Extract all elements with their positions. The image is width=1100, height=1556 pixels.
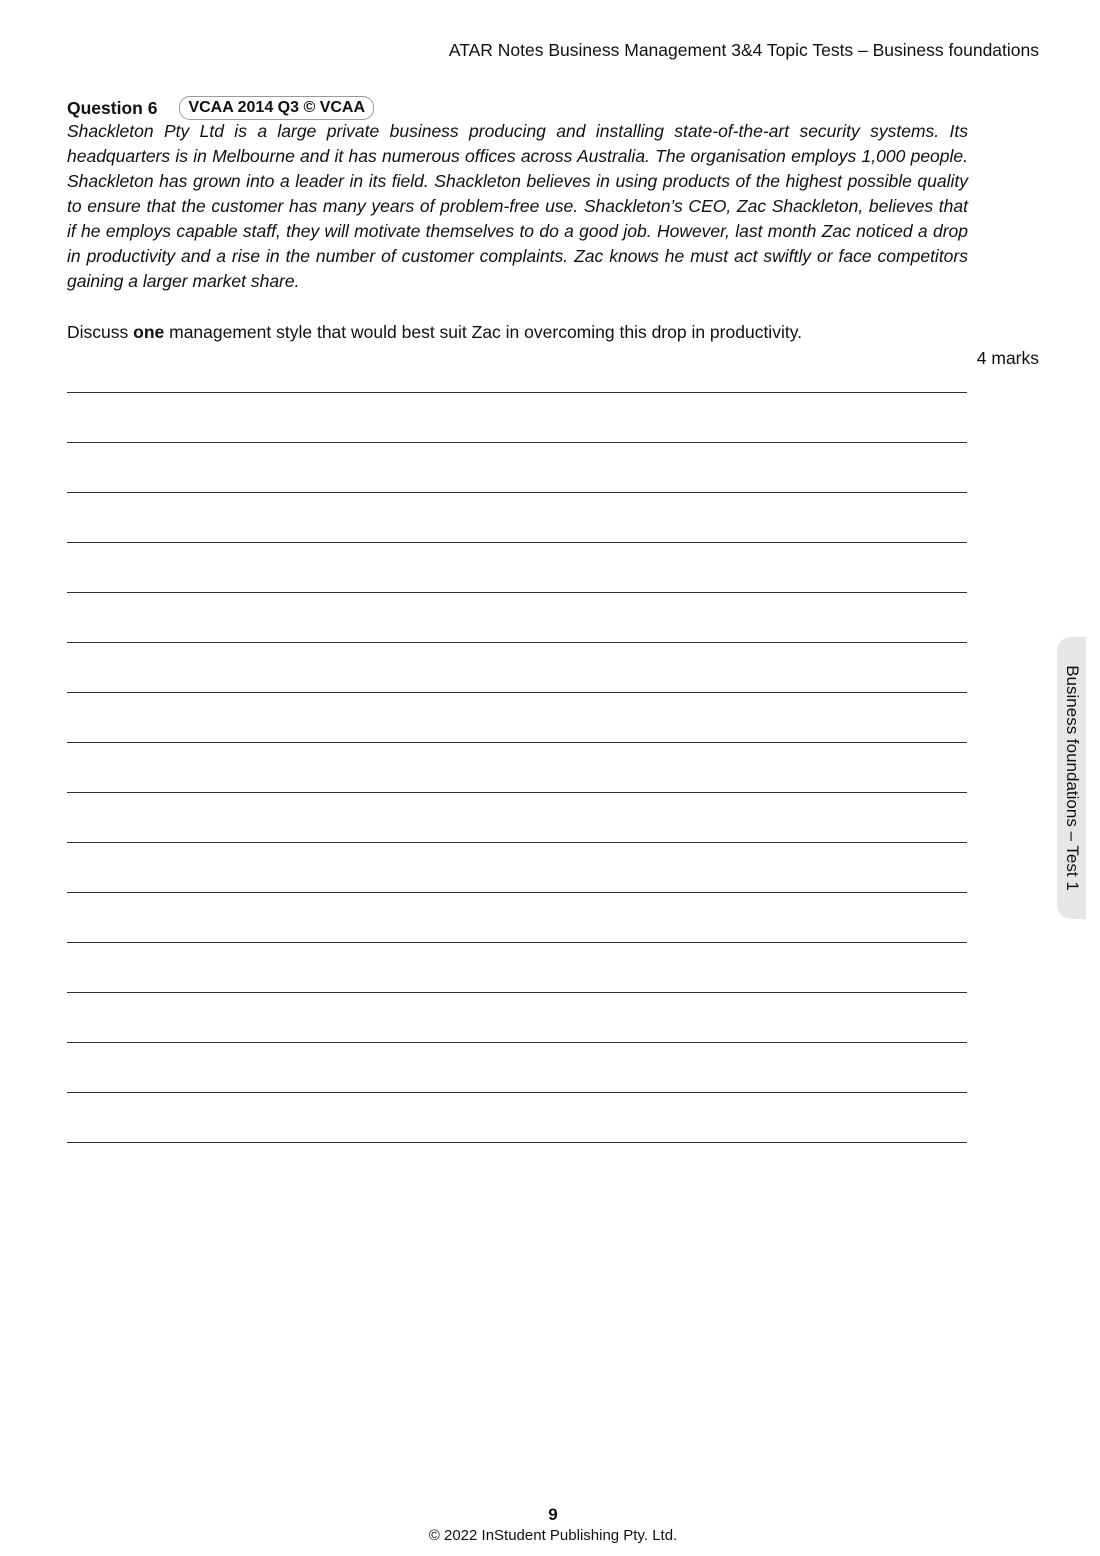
prompt-text-after: management style that would best suit Zac in overcoming this drop in productivity. (164, 322, 803, 342)
running-header: ATAR Notes Business Management 3&4 Topic Tests – Business foundations (448, 40, 1039, 60)
question-heading (67, 96, 374, 120)
marks-label: 4 marks (976, 348, 1039, 368)
prompt-text-before: Discuss (67, 322, 134, 342)
answer-line (67, 592, 967, 593)
answer-line (67, 542, 967, 543)
copyright-notice: © 2022 InStudent Publishing Pty. Ltd. (428, 1527, 678, 1544)
answer-line (67, 1042, 967, 1043)
answer-line (67, 392, 967, 393)
question-stimulus: Shackleton Pty Ltd is a large private business producing and installing state-of-the-art security systems. Its headquarters is in Melbourne and it has numerous offices across Australia. The organisation employs 1,000 people. Shackleton has grown into a leader in its field. Shackleton believes in using products of the highest possible quality to ensure that the customer has many years of problem-free use. Shackleton’s CEO, Zac Shackleton, believes that if he employs capable staff, they will motivate themselves to do a good job. However, last month Zac noticed a drop in productivity and a rise in the number of customer complaints. Zac knows he must act swiftly or face competitors gaining a larger market share. (67, 121, 968, 291)
answer-lines (67, 392, 967, 1192)
answer-line (67, 842, 967, 843)
answer-line (67, 992, 967, 993)
side-tab (1057, 637, 1086, 919)
side-tab-label: Business foundations – Test 1 (1062, 665, 1082, 891)
answer-line (67, 642, 967, 643)
question-prompt (67, 320, 802, 345)
question-number: Question 6 (67, 97, 158, 118)
answer-line (67, 1142, 967, 1143)
answer-line (67, 792, 967, 793)
source-badge: VCAA 2014 Q3 © VCAA (179, 96, 374, 120)
answer-line (67, 892, 967, 893)
answer-line (67, 442, 967, 443)
answer-line (67, 492, 967, 493)
answer-line (67, 742, 967, 743)
answer-line (67, 692, 967, 693)
prompt-emphasis: one (133, 322, 165, 342)
answer-line (67, 1092, 967, 1093)
page-number: 9 (548, 1505, 558, 1524)
answer-line (67, 942, 967, 943)
